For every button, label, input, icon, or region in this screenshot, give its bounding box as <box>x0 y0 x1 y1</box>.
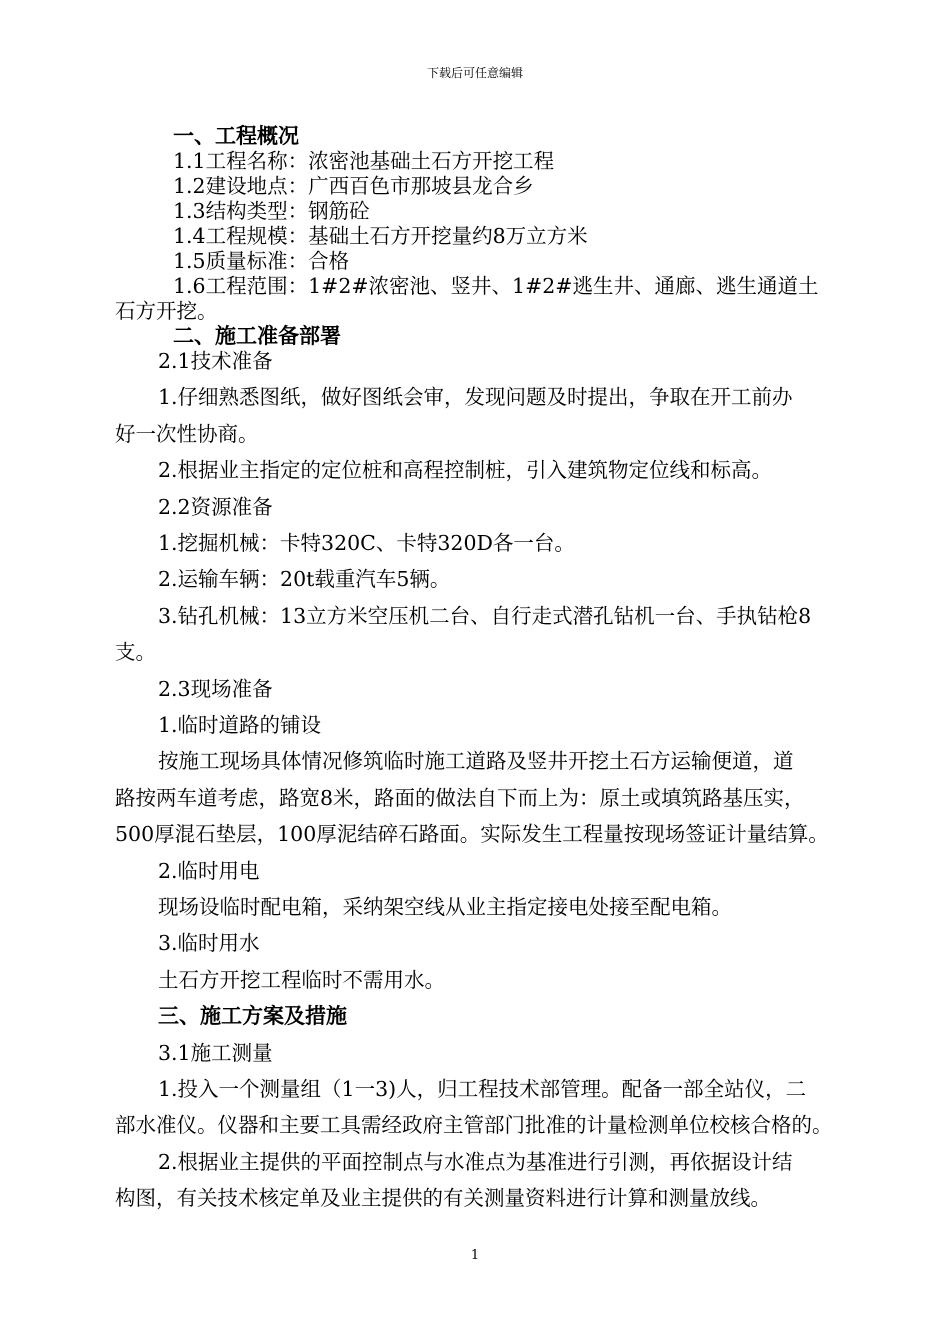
section2-line: 按施工现场具体情况修筑临时施工道路及竖井开挖土石方运输便道，道 <box>158 749 794 773</box>
section2-title: 二、施工准备部署 <box>173 323 341 348</box>
section2-line: 2.3现场准备 <box>158 677 273 701</box>
section3-line: 部水准仪。仪器和主要工具需经政府主管部门批准的计量检测单位校核合格的。 <box>115 1113 833 1137</box>
section2-line: 3.临时用水 <box>158 931 260 955</box>
section2-line: 500厚混石垫层，100厚泥结碎石路面。实际发生工程量按现场签证计量结算。 <box>115 822 829 846</box>
section1-title: 一、工程概况 <box>173 123 299 148</box>
section2-line: 好一次性协商。 <box>115 422 259 446</box>
section3-title: 三、施工方案及措施 <box>158 1003 347 1028</box>
section2-line: 2.2资源准备 <box>158 495 273 519</box>
page-number: 1 <box>470 1248 480 1263</box>
section2-line: 现场设临时配电箱，采纳架空线从业主指定接电处接至配电箱。 <box>158 895 732 919</box>
section2-line: 土石方开挖工程临时不需用水。 <box>158 968 445 992</box>
section3-line: 构图，有关技术核定单及业主提供的有关测量资料进行计算和测量放线。 <box>115 1186 771 1210</box>
section3-line: 3.1施工测量 <box>158 1041 273 1065</box>
section2-line: 2.临时用电 <box>158 859 260 883</box>
section2-line: 2.1技术准备 <box>158 349 273 373</box>
section2-line: 3.钻孔机械：13立方米空压机二台、自行走式潜孔钻机一台、手执钻枪8 <box>158 604 812 628</box>
section2-line: 1.仔细熟悉图纸，做好图纸会审，发现问题及时提出，争取在开工前办 <box>158 385 793 409</box>
section2-line: 1.挖掘机械：卡特320C、卡特320D各一台。 <box>158 531 575 555</box>
section1-line: 石方开挖。 <box>115 299 218 323</box>
section1-line: 1.2建设地点：广西百色市那坡县龙合乡 <box>173 174 534 198</box>
section1-line: 1.5质量标准：合格 <box>173 249 350 273</box>
section1-line: 1.3结构类型：钢筋砼 <box>173 199 370 223</box>
section3-line: 2.根据业主提供的平面控制点与水准点为基准进行引测，再依据设计结 <box>158 1150 793 1174</box>
section2-line: 1.临时道路的铺设 <box>158 713 322 737</box>
page-header: 下载后可任意编辑 <box>426 66 523 80</box>
section2-line: 路按两车道考虑，路宽8米，路面的做法自下而上为：原土或填筑路基压实， <box>115 786 805 810</box>
section3-line: 1.投入一个测量组（1一3)人，归工程技术部管理。配备一部全站仪，二 <box>158 1077 807 1101</box>
section2-line: 2.运输车辆：20t载重汽车5辆。 <box>158 567 451 591</box>
section1-line: 1.6工程范围：1#2#浓密池、竖井、1#2#逃生井、通廊、逃生通道土 <box>173 274 819 298</box>
section2-line: 2.根据业主指定的定位桩和高程控制桩，引入建筑物定位线和标高。 <box>158 458 773 482</box>
section1-line: 1.1工程名称：浓密池基础土石方开挖工程 <box>173 149 555 173</box>
section1-line: 1.4工程规模：基础土石方开挖量约8万立方米 <box>173 224 588 248</box>
section2-line: 支。 <box>115 640 156 664</box>
